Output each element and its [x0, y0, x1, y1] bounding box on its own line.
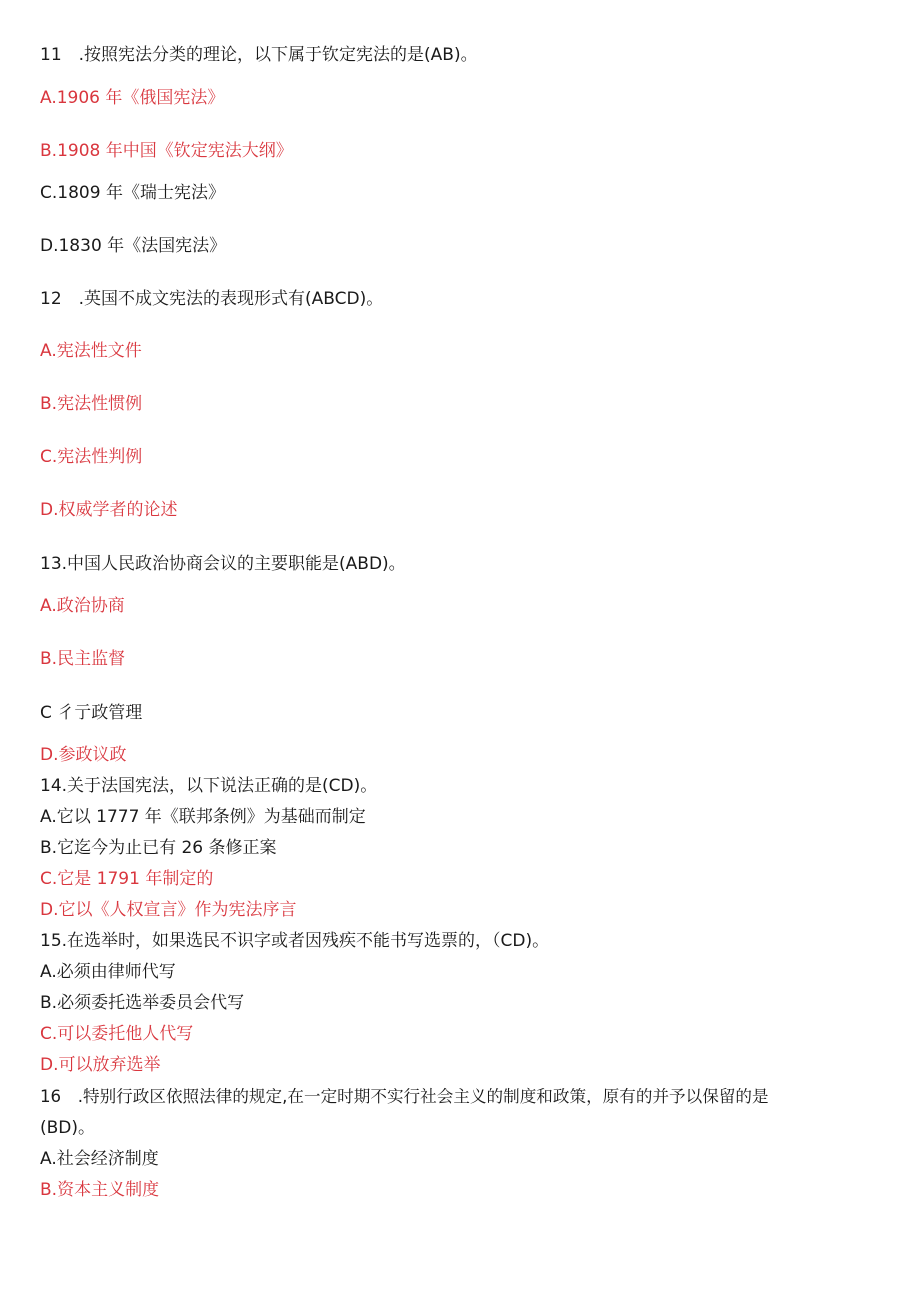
question-14-text: 14.关于法国宪法，以下说法正确的是(CD)。 [40, 776, 378, 796]
option-14-d: D.它以《人权宣言》作为宪法序言 [40, 900, 297, 920]
option-15-d: D.可以放弃选举 [40, 1055, 161, 1075]
question-11-text: 11 .按照宪法分类的理论，以下属于钦定宪法的是(AB)。 [40, 45, 478, 65]
option-15-c: C.可以委托他人代写 [40, 1024, 194, 1044]
option-13-a: A.政治协商 [40, 596, 125, 616]
question-15-text: 15.在选举时，如果选民不识字或者因残疾不能书写选票的，（CD)。 [40, 931, 550, 951]
option-11-a: A.1906 年《俄国宪法》 [40, 88, 225, 108]
option-11-b: B.1908 年中国《钦定宪法大纲》 [40, 141, 293, 161]
option-15-a: A.必须由律师代写 [40, 962, 176, 982]
option-13-d: D.参政议政 [40, 745, 127, 765]
option-16-a: A.社会经济制度 [40, 1149, 159, 1169]
option-11-c: C.1809 年《瑞士宪法》 [40, 183, 225, 203]
question-16-text-line-1: 16 .特别行政区依照法律的规定,在一定时期不实行社会主义的制度和政策，原有的并予以保留的是 [40, 1087, 769, 1106]
option-12-c: C.宪法性判例 [40, 447, 143, 467]
option-14-a: A.它以 1777 年《联邦条例》为基础而制定 [40, 807, 366, 827]
option-12-d: D.权威学者的论述 [40, 500, 178, 520]
option-13-c: C 彳亍政管理 [40, 703, 143, 723]
option-13-b: B.民主监督 [40, 649, 126, 669]
option-12-a: A.宪法性文件 [40, 341, 142, 361]
option-14-c: C.它是 1791 年制定的 [40, 869, 214, 889]
question-13-text: 13.中国人民政治协商会议的主要职能是(ABD)。 [40, 554, 406, 574]
option-12-b: B.宪法性惯例 [40, 394, 143, 414]
question-16-text-line-2: (BD)。 [40, 1118, 96, 1138]
question-12-text: 12 .英国不成文宪法的表现形式有(ABCD)。 [40, 289, 384, 309]
option-15-b: B.必须委托选举委员会代写 [40, 993, 245, 1013]
option-11-d: D.1830 年《法国宪法》 [40, 236, 227, 256]
option-14-b: B.它迄今为止已有 26 条修正案 [40, 838, 277, 858]
option-16-b: B.资本主义制度 [40, 1180, 160, 1200]
